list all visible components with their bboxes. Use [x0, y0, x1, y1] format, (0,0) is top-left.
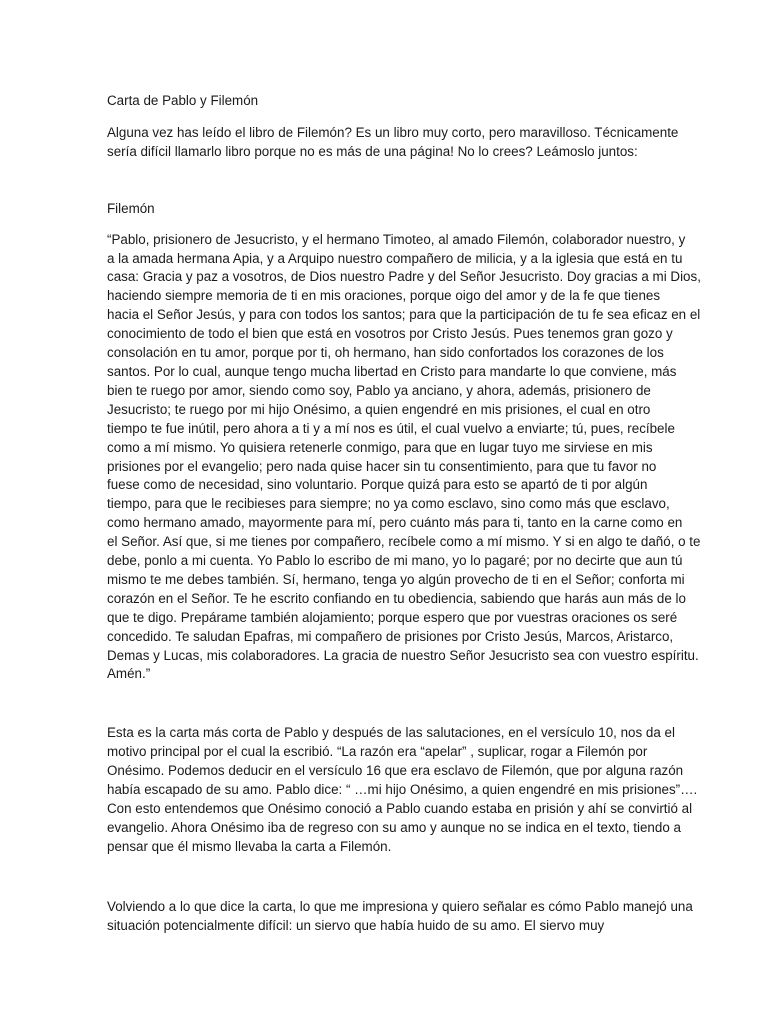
text-line: que te digo. Prepárame también alojamiento; porque espero que por vuestras oraciones os seré: [107, 609, 678, 625]
text-line: Onésimo. Podemos deducir en el versículo 16 que era esclavo de Filemón, que por alguna razón: [107, 763, 684, 779]
section-heading: Filemón: [107, 200, 155, 216]
text-line: “Pablo, prisionero de Jesucristo, y el hermano Timoteo, al amado Filemón, colaborador nuestro, y: [107, 231, 686, 247]
text-line: bien te ruego por amor, siendo como soy, Pablo ya anciano, y ahora, además, prisionero de: [107, 382, 651, 398]
text-line: evangelio. Ahora Onésimo iba de regreso con su amo y aunque no se indica en el texto, tiendo a: [107, 819, 681, 835]
text-line: Jesucristo; te ruego por mi hijo Onésimo, a quien engendré en mis prisiones, el cual en otro: [107, 401, 651, 417]
text-line: a la amada hermana Apia, y a Arquipo nuestro compañero de milicia, y a la iglesia que está en tu: [107, 250, 683, 266]
text-line: Alguna vez has leído el libro de Filemón? Es un libro muy corto, pero maravilloso. Técnicamente: [107, 124, 679, 140]
text-line: fuese como de necesidad, sino voluntario. Porque quizá para esto se apartó de ti por algún: [107, 477, 648, 493]
text-line: Volviendo a lo que dice la carta, lo que me impresiona y quiero señalar es cómo Pablo manejó una: [107, 898, 693, 914]
text-line: pensar que él mismo llevaba la carta a Filemón.: [107, 838, 392, 854]
text-line: Esta es la carta más corta de Pablo y después de las salutaciones, en el versículo 10, nos da el: [107, 725, 675, 741]
text-line: casa: Gracia y paz a vosotros, de Dios nuestro Padre y del Señor Jesucristo. Doy gracias a mi Dios,: [107, 269, 701, 285]
text-line: tiempo te fue inútil, pero ahora a ti y a mí nos es útil, el cual vuelvo a enviarte; tú, pues, recíbele: [107, 420, 675, 436]
text-line: situación potencialmente difícil: un siervo que había huido de su amo. El siervo muy: [107, 917, 605, 933]
document-title: Carta de Pablo y Filemón: [107, 93, 259, 108]
text-line: Con esto entendemos que Onésimo conoció a Pablo cuando estaba en prisión y ahí se convirtió al: [107, 801, 693, 816]
text-line: sería difícil llamarlo libro porque no es más de una página! No lo crees? Leámoslo juntos:: [107, 143, 638, 159]
closing-paragraph: [107, 898, 693, 936]
text-line: mismo te me debes también. Sí, hermano, tenga yo algún provecho de ti en el Señor; conforta mi: [107, 571, 685, 587]
text-line: consolación en tu amor, porque por ti, oh hermano, han sido confortados los corazones de los: [107, 345, 664, 361]
text-line: conocimiento de todo el bien que está en vosotros por Cristo Jesús. Pues tenemos gran gozo y: [107, 326, 673, 342]
letter-paragraph: [107, 231, 701, 685]
text-line: santos. Por lo cual, aunque tengo mucha libertad en Cristo para mandarte lo que conviene, más: [107, 363, 677, 379]
text-line: el Señor. Así que, si me tienes por compañero, recíbele como a mí mismo. Y si en algo te dañó, o te: [107, 534, 701, 550]
text-line: concedido. Te saludan Epafras, mi compañero de prisiones por Cristo Jesús, Marcos, Aristarco,: [107, 628, 674, 644]
intro-paragraph: [107, 124, 688, 162]
text-line: hacia el Señor Jesús, y para con todos los santos; para que la participación de tu fe sea eficaz en el: [107, 307, 701, 323]
text-line: Amén.”: [107, 666, 151, 682]
text-line: tiempo, para que le recibieses para siempre; no ya como esclavo, sino como más que esclavo,: [107, 496, 670, 512]
text-line: haciendo siempre memoria de ti en mis oraciones, porque oigo del amor y de la fe que tienes: [107, 288, 661, 304]
text-line: Demas y Lucas, mis colaboradores. La gracia de nuestro Señor Jesucristo sea con vuestro espíritu.: [107, 647, 699, 663]
text-line: motivo principal por el cual la escribió. “La razón era “apelar” , suplicar, rogar a Filemón por: [107, 744, 648, 760]
text-line: prisiones por el evangelio; pero nada quise hacer sin tu consentimiento, para que tu favor no: [107, 458, 657, 474]
text-line: había escapado de su amo. Pablo dice: “ …mi hijo Onésimo, a quien engendré en mis prisiones”….: [107, 782, 698, 798]
text-line: como a mí mismo. Yo quisiera retenerle conmigo, para que en lugar tuyo me sirviese en mis: [107, 439, 653, 455]
text-line: debe, ponlo a mi cuenta. Yo Pablo lo escribo de mi mano, yo lo pagaré; por no decirte que aun tú: [107, 553, 683, 569]
text-line: corazón en el Señor. Te he escrito confiando en tu obediencia, sabiendo que harás aun más de lo: [107, 590, 686, 606]
text-line: como hermano amado, mayormente para mí, pero cuánto más para ti, tanto en la carne como en: [107, 515, 683, 531]
commentary-paragraph: [107, 724, 698, 856]
